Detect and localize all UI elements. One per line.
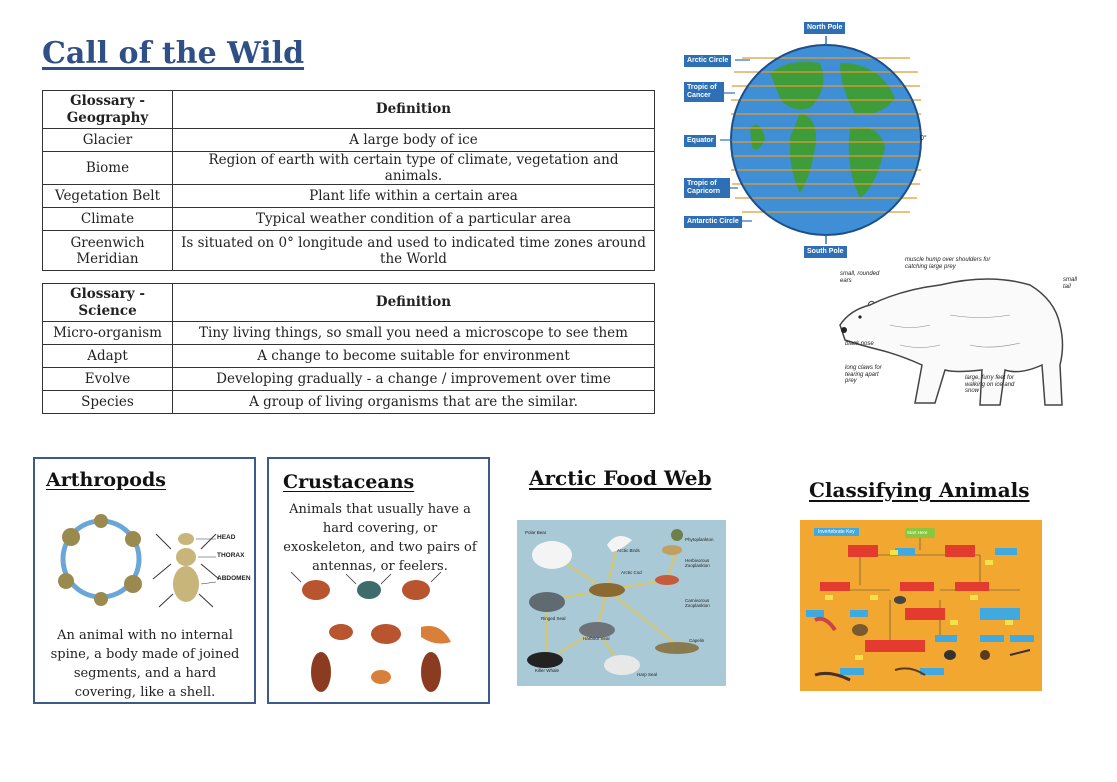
crustaceans-title: Crustaceans <box>283 471 415 493</box>
definition-cell: Is situated on 0° longitude and used to indicated time zones around the World <box>173 231 655 271</box>
food-web-label: Ringed Seal <box>541 616 566 621</box>
term-cell: Greenwich Meridian <box>43 231 173 271</box>
definition-cell: A group of living organisms that are the similar. <box>173 391 655 414</box>
table-row <box>43 185 655 208</box>
nose-note: black nose <box>845 341 874 347</box>
term-cell: Micro-organism <box>43 322 173 345</box>
table-row <box>43 231 655 271</box>
header-term: Glossary - Geography <box>43 91 173 129</box>
arthropods-illustration <box>41 509 251 609</box>
definition-cell: A change to become suitable for environment <box>173 345 655 368</box>
ears-note: small, rounded ears <box>840 271 880 284</box>
definition-cell: Region of earth with certain type of climate, vegetation and animals. <box>173 152 655 185</box>
arthropods-text: An animal with no internal spine, a body made of joined segments, and a hard covering, like a shell. <box>50 628 240 700</box>
geography-glossary-table <box>42 90 655 271</box>
header-definition: Definition <box>173 284 655 322</box>
start-here-label: Start Here <box>907 530 928 535</box>
tropic-cancer-label: Tropic of Cancer <box>684 82 724 102</box>
food-web-label: Killer Whale <box>535 668 560 673</box>
table-row <box>43 322 655 345</box>
key-title: Invertebrate Key <box>814 528 859 536</box>
food-web-label: Arctic Birds <box>617 548 640 553</box>
page-title: Call of the Wild <box>42 36 305 71</box>
hump-note: muscle hump over shoulders for catching large prey <box>905 257 991 270</box>
food-web-label: Phytoplankton <box>685 537 714 542</box>
tropic-capricorn-label: Tropic of Capricorn <box>684 178 730 198</box>
food-web-title: Arctic Food Web <box>529 466 712 490</box>
north-pole-label: North Pole <box>804 22 845 34</box>
term-cell: Climate <box>43 208 173 231</box>
food-web-label: Herbivorous Zooplankton <box>685 558 710 568</box>
definition-cell: Plant life within a certain area <box>173 185 655 208</box>
table-row <box>43 391 655 414</box>
classifying-title: Classifying Animals <box>809 478 1030 502</box>
invertebrate-key-graphic <box>800 520 1042 691</box>
claws-note: long claws for tearing apart prey <box>845 365 882 385</box>
arthropods-card <box>33 457 256 704</box>
table-header-row <box>43 91 655 129</box>
header-term: Glossary - Science <box>43 284 173 322</box>
food-web-label: Harbour Seal <box>583 636 610 641</box>
term-cell: Biome <box>43 152 173 185</box>
table-row <box>43 129 655 152</box>
food-web-label: Carnivorous Zooplankton <box>685 598 710 608</box>
equator-label: Equator <box>684 135 716 147</box>
zero-degree-label: 0° <box>920 135 927 142</box>
science-glossary-table <box>42 283 655 414</box>
crustaceans-card <box>267 457 490 704</box>
term-cell: Evolve <box>43 368 173 391</box>
header-definition: Definition <box>173 91 655 129</box>
food-web-label: Arctic Cod <box>621 570 642 575</box>
arthropods-title: Arthropods <box>46 469 166 491</box>
definition-cell: Developing gradually - a change / improvement over time <box>173 368 655 391</box>
term-cell: Adapt <box>43 345 173 368</box>
term-cell: Glacier <box>43 129 173 152</box>
term-cell: Vegetation Belt <box>43 185 173 208</box>
south-pole-label: South Pole <box>804 246 847 258</box>
food-web-label: Polar Bear <box>525 530 547 535</box>
invertebrate-key-diagram <box>800 520 1042 691</box>
head-label: HEAD <box>217 534 236 541</box>
globe-diagram <box>680 18 940 263</box>
arctic-circle-label: Arctic Circle <box>684 55 731 67</box>
definition-cell: Typical weather condition of a particular area <box>173 208 655 231</box>
table-header-row <box>43 284 655 322</box>
definition-cell: Tiny living things, so small you need a microscope to see them <box>173 322 655 345</box>
food-web-label: Harp Seal <box>637 672 658 677</box>
feet-note: large, furry feet for walking on ice and snow <box>965 375 1015 395</box>
table-row <box>43 345 655 368</box>
abdomen-label: ABDOMEN <box>217 575 251 582</box>
thorax-label: THORAX <box>217 552 245 559</box>
food-web-label: Capelin <box>689 638 705 643</box>
crustaceans-illustration <box>291 572 471 697</box>
table-row <box>43 208 655 231</box>
food-web-diagram <box>517 520 726 686</box>
table-row <box>43 152 655 185</box>
definition-cell: A large body of ice <box>173 129 655 152</box>
antarctic-circle-label: Antarctic Circle <box>684 216 742 228</box>
table-row <box>43 368 655 391</box>
crustaceans-text: Animals that usually have a hard covering, or exoskeleton, and two pairs of antennas, or feelers. <box>283 502 477 574</box>
tail-note: small tail <box>1063 277 1078 290</box>
polar-bear-diagram <box>830 255 1085 415</box>
term-cell: Species <box>43 391 173 414</box>
